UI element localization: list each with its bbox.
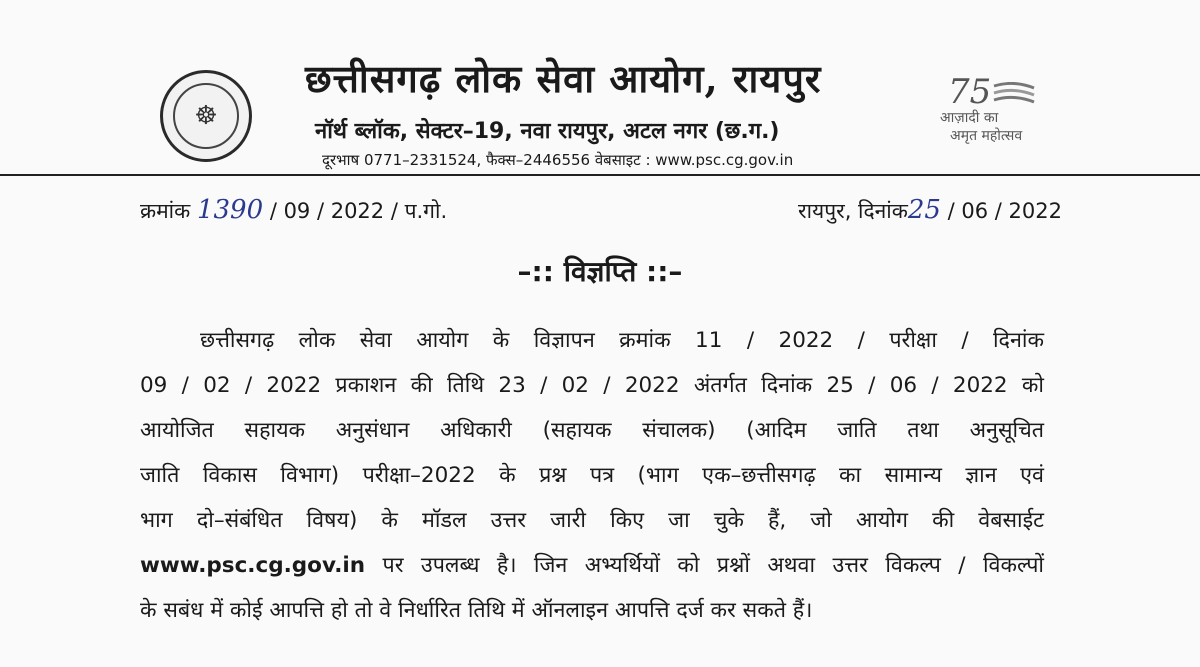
emblem-lion-icon: ☸	[173, 83, 239, 149]
reference-number	[140, 195, 447, 225]
body-line: आयोजित सहायक अनुसंधान अधिकारी (सहायक संचालक) (आदिम जाति तथा अनुसूचित	[140, 418, 1044, 443]
body-line: 09 / 02 / 2022 प्रकाशन की तिथि 23 / 02 / 2022 अंतर्गत दिनांक 25 / 06 / 2022 को	[140, 373, 1044, 398]
body-line	[140, 543, 1044, 588]
dateline-suffix: / 06 / 2022	[947, 199, 1062, 223]
reference-prefix: क्रमांक	[140, 199, 191, 223]
azadi-amrit-mahotsav-logo	[930, 72, 1050, 152]
reference-handwritten-number: 1390	[196, 195, 264, 225]
notice-body	[140, 318, 1044, 633]
dateline-handwritten-day: 25	[907, 195, 941, 225]
commission-title: छत्तीसगढ़ लोक सेवा आयोग, रायपुर	[305, 56, 822, 101]
body-line: छत्तीसगढ़ लोक सेवा आयोग के विज्ञापन क्रमांक 11 / 2022 / परीक्षा / दिनांक	[200, 328, 1044, 353]
reference-suffix: / 09 / 2022 / प.गो.	[269, 199, 448, 223]
body-line: भाग दो–संबंधित विषय) के मॉडल उत्तर जारी किए जा चुके हैं, जो आयोग की वेबसाईट	[140, 508, 1044, 533]
logo-text-azadi: आज़ादी का	[940, 110, 999, 126]
logo-text-amrit: अमृत महोत्सव	[950, 128, 1023, 144]
flag-waves-icon	[992, 82, 1036, 106]
body-line: के सबंध में कोई आपत्ति हो तो वे निर्धारित तिथि में ऑनलाइन आपत्ति दर्ज कर सकते हैं।	[140, 598, 813, 623]
commission-address: नॉर्थ ब्लॉक, सेक्टर–19, नवा रायपुर, अटल नगर (छ.ग.)	[315, 119, 780, 144]
dateline-prefix: रायपुर, दिनांक	[797, 199, 908, 223]
notice-heading: –:: विज्ञप्ति ::–	[517, 255, 683, 288]
body-line: जाति विकास विभाग) परीक्षा–2022 के प्रश्न पत्र (भाग एक–छत्तीसगढ़ का सामान्य ज्ञान एवं	[140, 463, 1044, 488]
logo-75-number: 75	[948, 72, 992, 112]
state-emblem-icon	[160, 70, 252, 162]
website-link[interactable]: www.psc.cg.gov.in	[140, 553, 366, 578]
commission-contact: दूरभाष 0771–2331524, फैक्स–2446556 वेबसाइट : www.psc.cg.gov.in	[322, 151, 794, 169]
header-divider	[0, 174, 1200, 176]
dateline	[798, 195, 1062, 225]
body-line-text: पर उपलब्ध है। जिन अभ्यर्थियों को प्रश्नों अथवा उत्तर विकल्प / विकल्पों	[365, 553, 1044, 578]
